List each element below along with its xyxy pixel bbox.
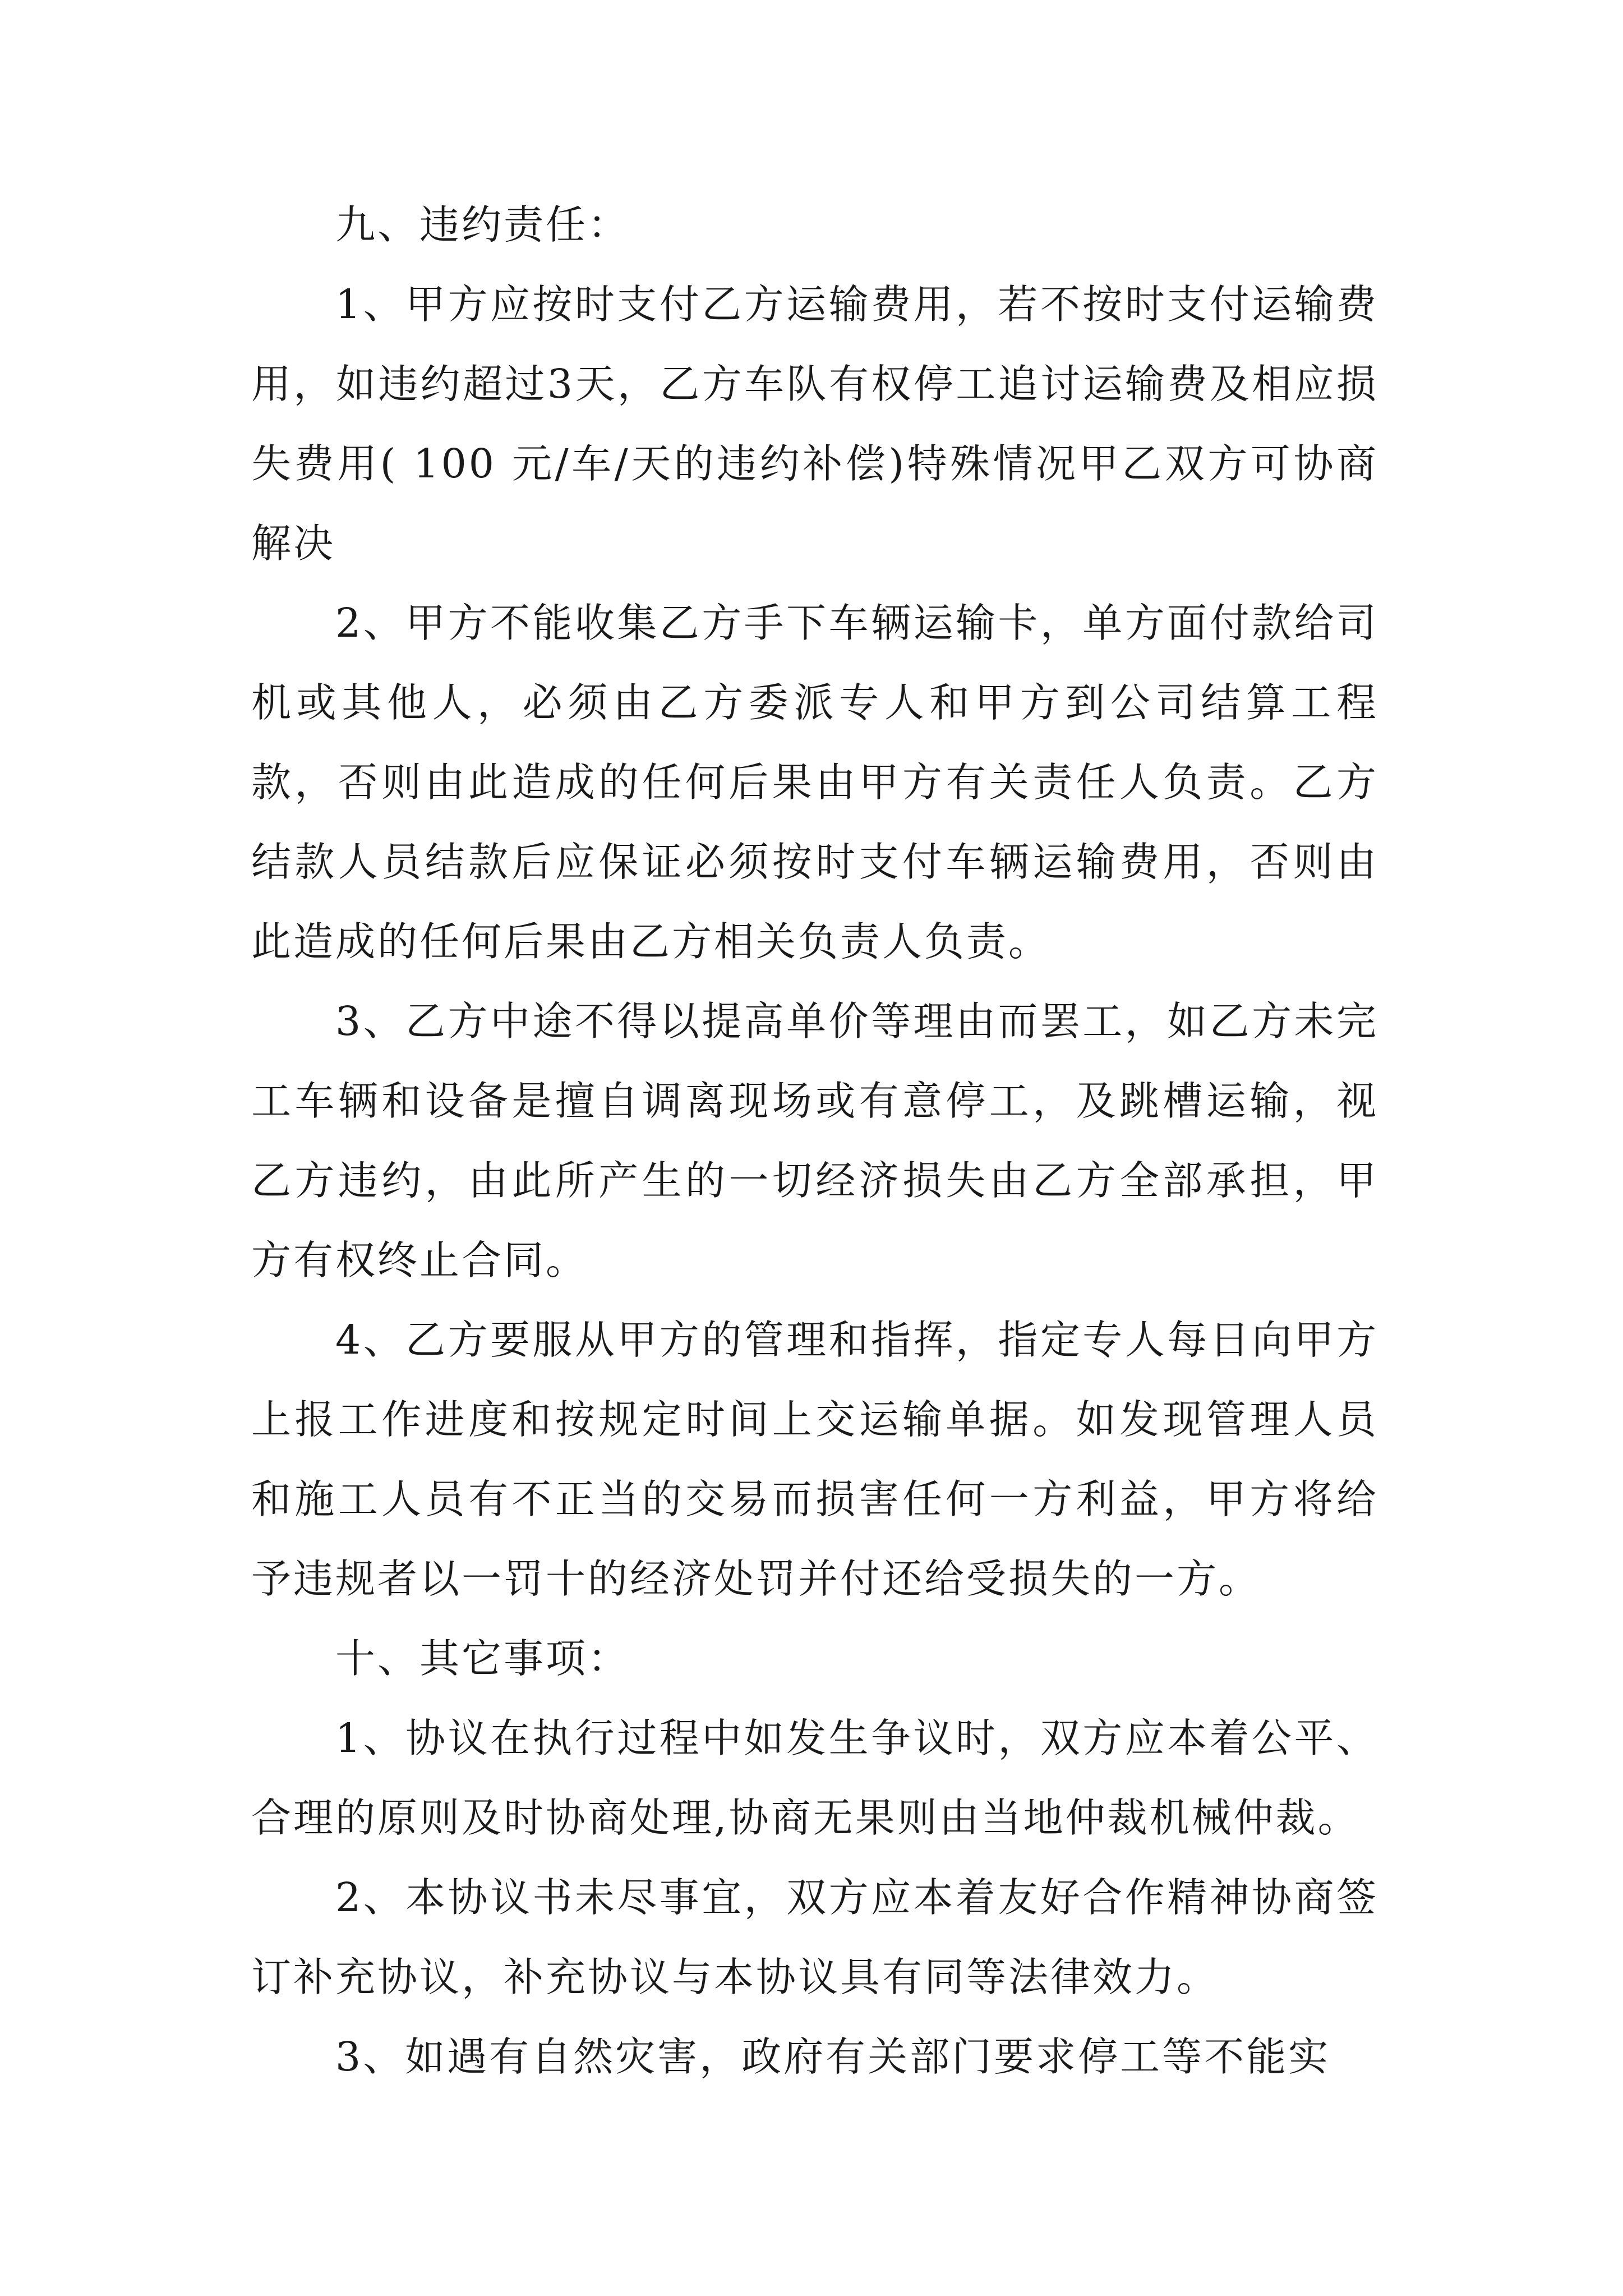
section-9-item-3: 3、乙方中途不得以提高单价等理由而罢工，如乙方未完工车辆和设备是擅自调离现场或有意停工，及跳槽运输，视乙方违约，由此所产生的一切经济损失由乙方全部承担，甲方有权终止合同。 [251, 998, 1378, 1283]
section-10-item-1: 1、协议在执行过程中如发生争议时，双方应本着公平、合理的原则及时协商处理,协商无果则由当地仲裁机械仲裁。 [251, 1715, 1378, 1841]
section-10-heading: 十、其它事项： [335, 1635, 630, 1682]
section-9-item-2: 2、甲方不能收集乙方手下车辆运输卡，单方面付款给司机或其他人，必须由乙方委派专人和甲方到公司结算工程款，否则由此造成的任何后果由甲方有关责任人负责。乙方结款人员结款后应保证必须按时支付车辆运输费用，否则由此造成的任何后果由乙方相关负责人负责。 [251, 600, 1378, 965]
section-9-heading: 九、违约责任： [335, 201, 630, 248]
section-10-item-2: 2、本协议书未尽事宜，双方应本着友好合作精神协商签订补充协议，补充协议与本协议具有同等法律效力。 [251, 1874, 1378, 2000]
section-9-item-4: 4、乙方要服从甲方的管理和指挥，指定专人每日向甲方上报工作进度和按规定时间上交运输单据。如发现管理人员和施工人员有不正当的交易而损害任何一方利益，甲方将给予违规者以一罚十的经济处罚并付还给受损失的一方。 [251, 1317, 1378, 1602]
section-10-item-3: 3、如遇有自然灾害，政府有关部门要求停工等不能实 [335, 2033, 1331, 2080]
document-body [251, 185, 1378, 2097]
section-9-item-1: 1、甲方应按时支付乙方运输费用，若不按时支付运输费用，如违约超过3天，乙方车队有权停工追讨运输费及相应损失费用( 100 元/车/天的违约补偿)特殊情况甲乙双方可协商解决 [251, 281, 1378, 567]
